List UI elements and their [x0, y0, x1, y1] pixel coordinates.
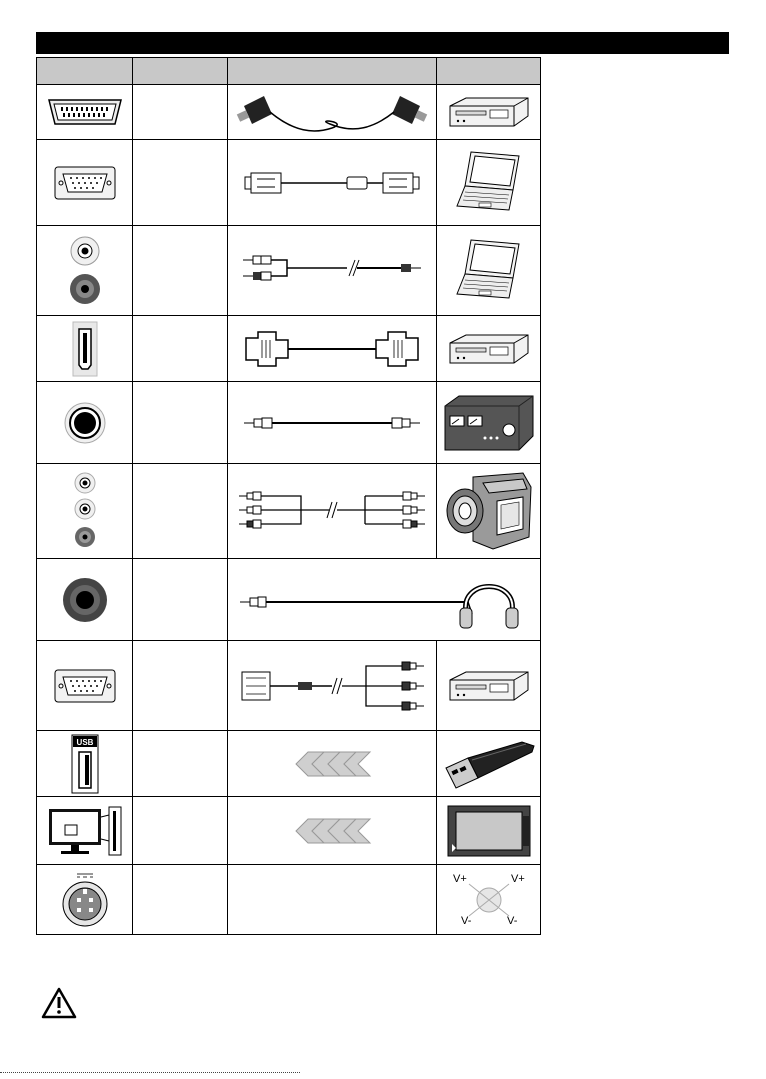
dc-in-port-icon — [57, 870, 113, 930]
port-cell — [37, 140, 133, 226]
cable-cell — [228, 464, 437, 559]
spdif-coax-port-icon — [63, 401, 107, 445]
cable-cell — [228, 316, 437, 382]
device-cell — [437, 731, 541, 797]
cable-cell — [228, 559, 541, 641]
scart-cable-icon — [234, 88, 430, 136]
type-cell — [133, 797, 228, 865]
type-cell — [133, 85, 228, 140]
title-bar — [36, 32, 729, 54]
port-cell — [37, 226, 133, 316]
insert-arrows-icon — [292, 817, 372, 845]
coax-cable-icon — [242, 411, 422, 435]
vga-port-icon — [53, 165, 117, 201]
device-cell — [437, 464, 541, 559]
warning-triangle-icon — [40, 986, 78, 1020]
table-row — [37, 140, 541, 226]
cable-cell — [228, 865, 437, 935]
table-row — [37, 226, 541, 316]
cable-cell — [228, 226, 437, 316]
header-connector — [37, 58, 133, 85]
audio-amplifier-icon — [441, 392, 537, 454]
laptop-icon — [453, 148, 525, 218]
cable-cell — [228, 140, 437, 226]
dvd-player-icon — [444, 331, 534, 367]
type-cell — [133, 559, 228, 641]
cable-cell — [228, 85, 437, 140]
port-cell — [37, 731, 133, 797]
ci-slot-icon — [45, 803, 125, 859]
headphone-jack-icon — [61, 576, 109, 624]
table-row — [37, 464, 541, 559]
port-cell — [37, 641, 133, 731]
header-type — [133, 58, 228, 85]
port-cell — [37, 865, 133, 935]
insert-arrows-icon — [292, 750, 372, 778]
table-row — [37, 559, 541, 641]
lnb-connector-icon — [441, 870, 537, 930]
av-cable-icon — [237, 488, 427, 534]
usb-stick-icon — [442, 738, 536, 790]
device-cell — [437, 316, 541, 382]
device-cell — [437, 85, 541, 140]
lnb-v-minus-right: V- — [506, 914, 517, 927]
av-in-jacks-icon — [73, 471, 97, 551]
device-cell — [437, 226, 541, 316]
device-cell — [437, 797, 541, 865]
headphones-icon — [460, 586, 518, 628]
usb-label: USB — [76, 737, 93, 747]
port-cell — [37, 316, 133, 382]
device-cell — [437, 865, 541, 935]
cable-cell — [228, 641, 437, 731]
cable-cell — [228, 797, 437, 865]
hdmi-port-icon — [72, 321, 98, 377]
lnb-v-plus-right: V+ — [510, 872, 525, 885]
dvd-player-icon — [444, 668, 534, 704]
laptop-icon — [453, 236, 525, 306]
vga-cable-icon — [237, 163, 427, 203]
scart-port-icon — [45, 94, 125, 130]
lnb-v-plus-left: V+ — [452, 872, 467, 885]
port-cell — [37, 464, 133, 559]
type-cell — [133, 641, 228, 731]
vga-component-port-icon — [53, 668, 117, 704]
dvd-player-icon — [444, 94, 534, 130]
type-cell — [133, 731, 228, 797]
headphone-cable-icon — [228, 562, 528, 638]
table-row — [37, 316, 541, 382]
usb-port-icon — [71, 734, 99, 794]
pc-audio-cable-icon — [237, 246, 427, 296]
connections-table — [36, 57, 541, 935]
type-cell — [133, 382, 228, 464]
table-header-row — [37, 58, 541, 85]
type-cell — [133, 865, 228, 935]
component-cable-icon — [234, 658, 430, 714]
cable-cell — [228, 382, 437, 464]
table-row — [37, 797, 541, 865]
table-row — [37, 85, 541, 140]
device-cell — [437, 641, 541, 731]
port-cell — [37, 559, 133, 641]
device-cell — [437, 382, 541, 464]
type-cell — [133, 140, 228, 226]
device-cell — [437, 140, 541, 226]
type-cell — [133, 226, 228, 316]
port-cell — [37, 797, 133, 865]
header-device — [437, 58, 541, 85]
table-row — [37, 731, 541, 797]
hdmi-cable-icon — [242, 326, 422, 372]
audio-in-jacks-icon — [67, 233, 103, 309]
cable-cell — [228, 731, 437, 797]
cam-module-icon — [444, 802, 534, 860]
port-cell — [37, 85, 133, 140]
table-row — [37, 382, 541, 464]
type-cell — [133, 316, 228, 382]
port-cell — [37, 382, 133, 464]
type-cell — [133, 464, 228, 559]
table-row — [37, 641, 541, 731]
header-cables — [228, 58, 437, 85]
table-row — [37, 865, 541, 935]
camcorder-icon — [443, 467, 535, 555]
lnb-v-minus-left: V- — [460, 914, 471, 927]
